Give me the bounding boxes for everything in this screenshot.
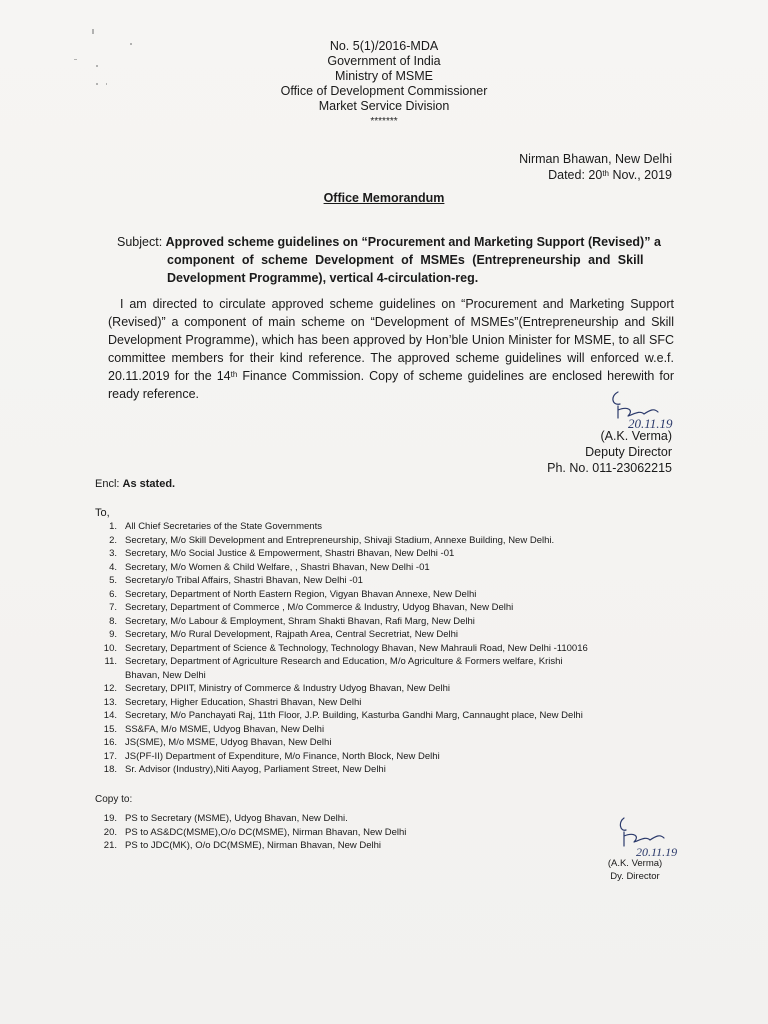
reference-number: No. 5(1)/2016-MDA: [329, 39, 439, 53]
signatory-2-designation: Dy. Director: [610, 871, 660, 882]
recipient-item-number: 13.: [103, 696, 117, 708]
recipient-item-text: All Chief Secretaries of the State Governments: [125, 521, 322, 532]
recipient-item: [95, 642, 655, 656]
recipient-item-number: 1.: [109, 521, 117, 532]
recipient-item-text: Secretary, M/o Skill Development and Entrepreneurship, Shivaji Stadium, Annexe Building, New Delhi.: [125, 534, 555, 546]
subject-line-1: Approved scheme guidelines on “Procurement and Marketing Support (Revised)” a: [165, 235, 661, 249]
copy-to-item-number: 20.: [103, 826, 117, 838]
recipient-item: [95, 547, 655, 561]
division-line: Market Service Division: [318, 99, 450, 113]
recipient-item-text: Secretary, Department of Agriculture Research and Education, M/o Agriculture & Formers welfare, Krishi: [125, 656, 563, 667]
copy-to-item: [95, 826, 495, 840]
copy-to-item: [95, 839, 495, 853]
recipient-item: [95, 561, 655, 575]
signatory-1-name: (A.K. Verma): [600, 429, 672, 443]
recipient-item-number: 6.: [109, 588, 117, 600]
letterhead: [0, 39, 768, 126]
recipient-item-text: Secretary, Department of Science & Technology, Technology Bhavan, New Mahrauli Road, New Delhi -110016: [125, 642, 588, 654]
recipient-item-number: 16.: [103, 737, 117, 748]
government-line: Government of India: [327, 54, 441, 68]
recipient-item: [95, 615, 655, 629]
recipient-item-text: Secretary, Higher Education, Shastri Bhavan, New Delhi: [125, 696, 362, 708]
recipient-item: [95, 655, 655, 669]
recipient-item-text: Secretary, DPIIT, Ministry of Commerce & Industry Udyog Bhavan, New Delhi: [125, 683, 451, 694]
place-date-block: [440, 151, 672, 183]
copy-to-label: Copy to:: [95, 794, 133, 805]
recipient-item-number: 2.: [109, 534, 117, 546]
recipient-item-text: Secretary, Department of Commerce , M/o Commerce & Industry, Udyog Bhavan, New Delhi: [125, 602, 514, 613]
recipient-item: [95, 669, 655, 683]
recipient-item-number: 11.: [104, 656, 117, 667]
recipient-item-text: Secretary/o Tribal Affairs, Shastri Bhavan, New Delhi -01: [125, 575, 363, 586]
subject-block: [117, 233, 677, 287]
recipient-item-text: Secretary, M/o Social Justice & Empowerment, Shastri Bhavan, New Delhi -01: [125, 548, 455, 559]
office-line: Office of Development Commissioner: [280, 84, 488, 98]
signature-1-handwritten: [600, 388, 710, 432]
to-label: To,: [95, 507, 110, 519]
recipient-item: [95, 628, 655, 642]
recipient-item-number: 9.: [109, 629, 117, 640]
copy-to-list: [95, 812, 495, 853]
place: Nirman Bhawan, New Delhi: [519, 152, 672, 166]
recipient-item-text: Secretary, M/o Labour & Employment, Shram Shakti Bhavan, Rafi Marg, New Delhi: [125, 615, 475, 627]
recipient-item-number: 5.: [109, 575, 117, 586]
signatory-1: [440, 428, 672, 476]
recipient-item-text: JS(PF-II) Department of Expenditure, M/o Finance, North Block, New Delhi: [125, 750, 440, 762]
recipient-item: [95, 723, 655, 737]
recipient-item-text: JS(SME), M/o MSME, Udyog Bhavan, New Delhi: [125, 737, 332, 748]
recipient-item: [95, 696, 655, 710]
body-paragraph: I am directed to circulate approved scheme guidelines on “Procurement and Marketing Support (Revised)” a component of main scheme on “Development of MSMEs”(Entrepreneurship and Skill Development Programme), which has been approved by Hon’ble Union Minister for MSME, to all SFC committee members for their kind reference. The approved scheme guidelines will enforced w.e.f. 20.11.2019 for the 14th Finance Commission. Copy of scheme guidelines are enclosed herewith for ready reference.: [108, 297, 674, 401]
recipient-item-number: 17.: [103, 750, 117, 762]
recipient-item-number: 10.: [103, 642, 117, 654]
recipient-item: [95, 709, 655, 723]
copy-to-item: [95, 812, 495, 826]
ministry-line: Ministry of MSME: [335, 69, 433, 83]
recipient-item-number: 3.: [109, 548, 117, 559]
recipient-item-text: Bhavan, New Delhi: [125, 669, 206, 681]
recipient-list: [95, 520, 655, 777]
recipient-item-number: 12.: [103, 683, 117, 694]
signatory-2: [580, 857, 690, 883]
enclosure-line: [95, 478, 175, 490]
recipient-item-number: 18.: [103, 764, 117, 775]
recipient-item: [95, 534, 655, 548]
subject-line-3: Development Programme), vertical 4-circulation-reg.: [167, 271, 479, 285]
date-label: Dated: 20: [548, 168, 603, 182]
svg-text:20.11.19: 20.11.19: [628, 416, 673, 431]
subject-label: Subject:: [117, 235, 163, 249]
copy-to-item-text: PS to AS&DC(MSME),O/o DC(MSME), Nirman Bhavan, New Delhi: [125, 826, 407, 838]
recipient-item-number: 14.: [103, 710, 117, 721]
recipient-item-number: 8.: [109, 615, 117, 627]
svg-text:20.11.19: 20.11.19: [636, 845, 678, 858]
body-suffix: th: [230, 370, 238, 379]
enclosure-value: As stated.: [122, 478, 176, 490]
recipient-item-text: Secretary, M/o Women & Child Welfare, , Shastri Bhavan, New Delhi -01: [125, 561, 430, 573]
date-suffix: th: [602, 169, 609, 178]
recipient-item: [95, 736, 655, 750]
enclosure-label: Encl:: [95, 478, 123, 490]
header-stars: *******: [370, 116, 398, 127]
recipient-item-text: Secretary, M/o Rural Development, Rajpath Area, Central Secretriat, New Delhi: [125, 629, 458, 640]
copy-to-item-number: 19.: [103, 813, 117, 824]
signatory-1-designation: Deputy Director: [585, 445, 672, 459]
copy-to-item-number: 21.: [103, 840, 117, 851]
recipient-item: [95, 763, 655, 777]
recipient-item: [95, 682, 655, 696]
subject-line-2: component of scheme Development of MSMEs (Entrepreneurship and Skill: [167, 253, 644, 267]
copy-to-item-text: PS to JDC(MK), O/o DC(MSME), Nirman Bhavan, New Delhi: [125, 840, 382, 851]
signatory-2-name: (A.K. Verma): [607, 858, 663, 869]
recipient-item: [95, 588, 655, 602]
recipient-item-number: 4.: [109, 561, 117, 573]
recipient-item-text: Sr. Advisor (Industry),Niti Aayog, Parliament Street, New Delhi: [125, 764, 386, 775]
recipient-item: [95, 520, 655, 534]
date-rest: Nov., 2019: [608, 168, 672, 182]
recipient-item: [95, 601, 655, 615]
recipient-item-number: 7.: [109, 602, 117, 613]
recipient-item: [95, 750, 655, 764]
copy-to-item-text: PS to Secretary (MSME), Udyog Bhavan, New Delhi.: [125, 813, 348, 824]
recipient-item-text: SS&FA, M/o MSME, Udyog Bhavan, New Delhi: [125, 723, 325, 735]
recipient-item-number: 15.: [103, 723, 117, 735]
signature-2-handwritten: [612, 812, 722, 858]
signatory-1-phone: Ph. No. 011-23062215: [547, 461, 672, 475]
recipient-item: [95, 574, 655, 588]
date: [440, 167, 672, 183]
recipient-item-text: Secretary, M/o Panchayati Raj, 11th Floor, J.P. Building, Kasturba Gandhi Marg, Cannaught place, New Delhi: [125, 710, 583, 721]
memo-title: Office Memorandum: [323, 191, 445, 205]
recipient-item-text: Secretary, Department of North Eastern Region, Vigyan Bhavan Annexe, New Delhi: [125, 588, 477, 600]
